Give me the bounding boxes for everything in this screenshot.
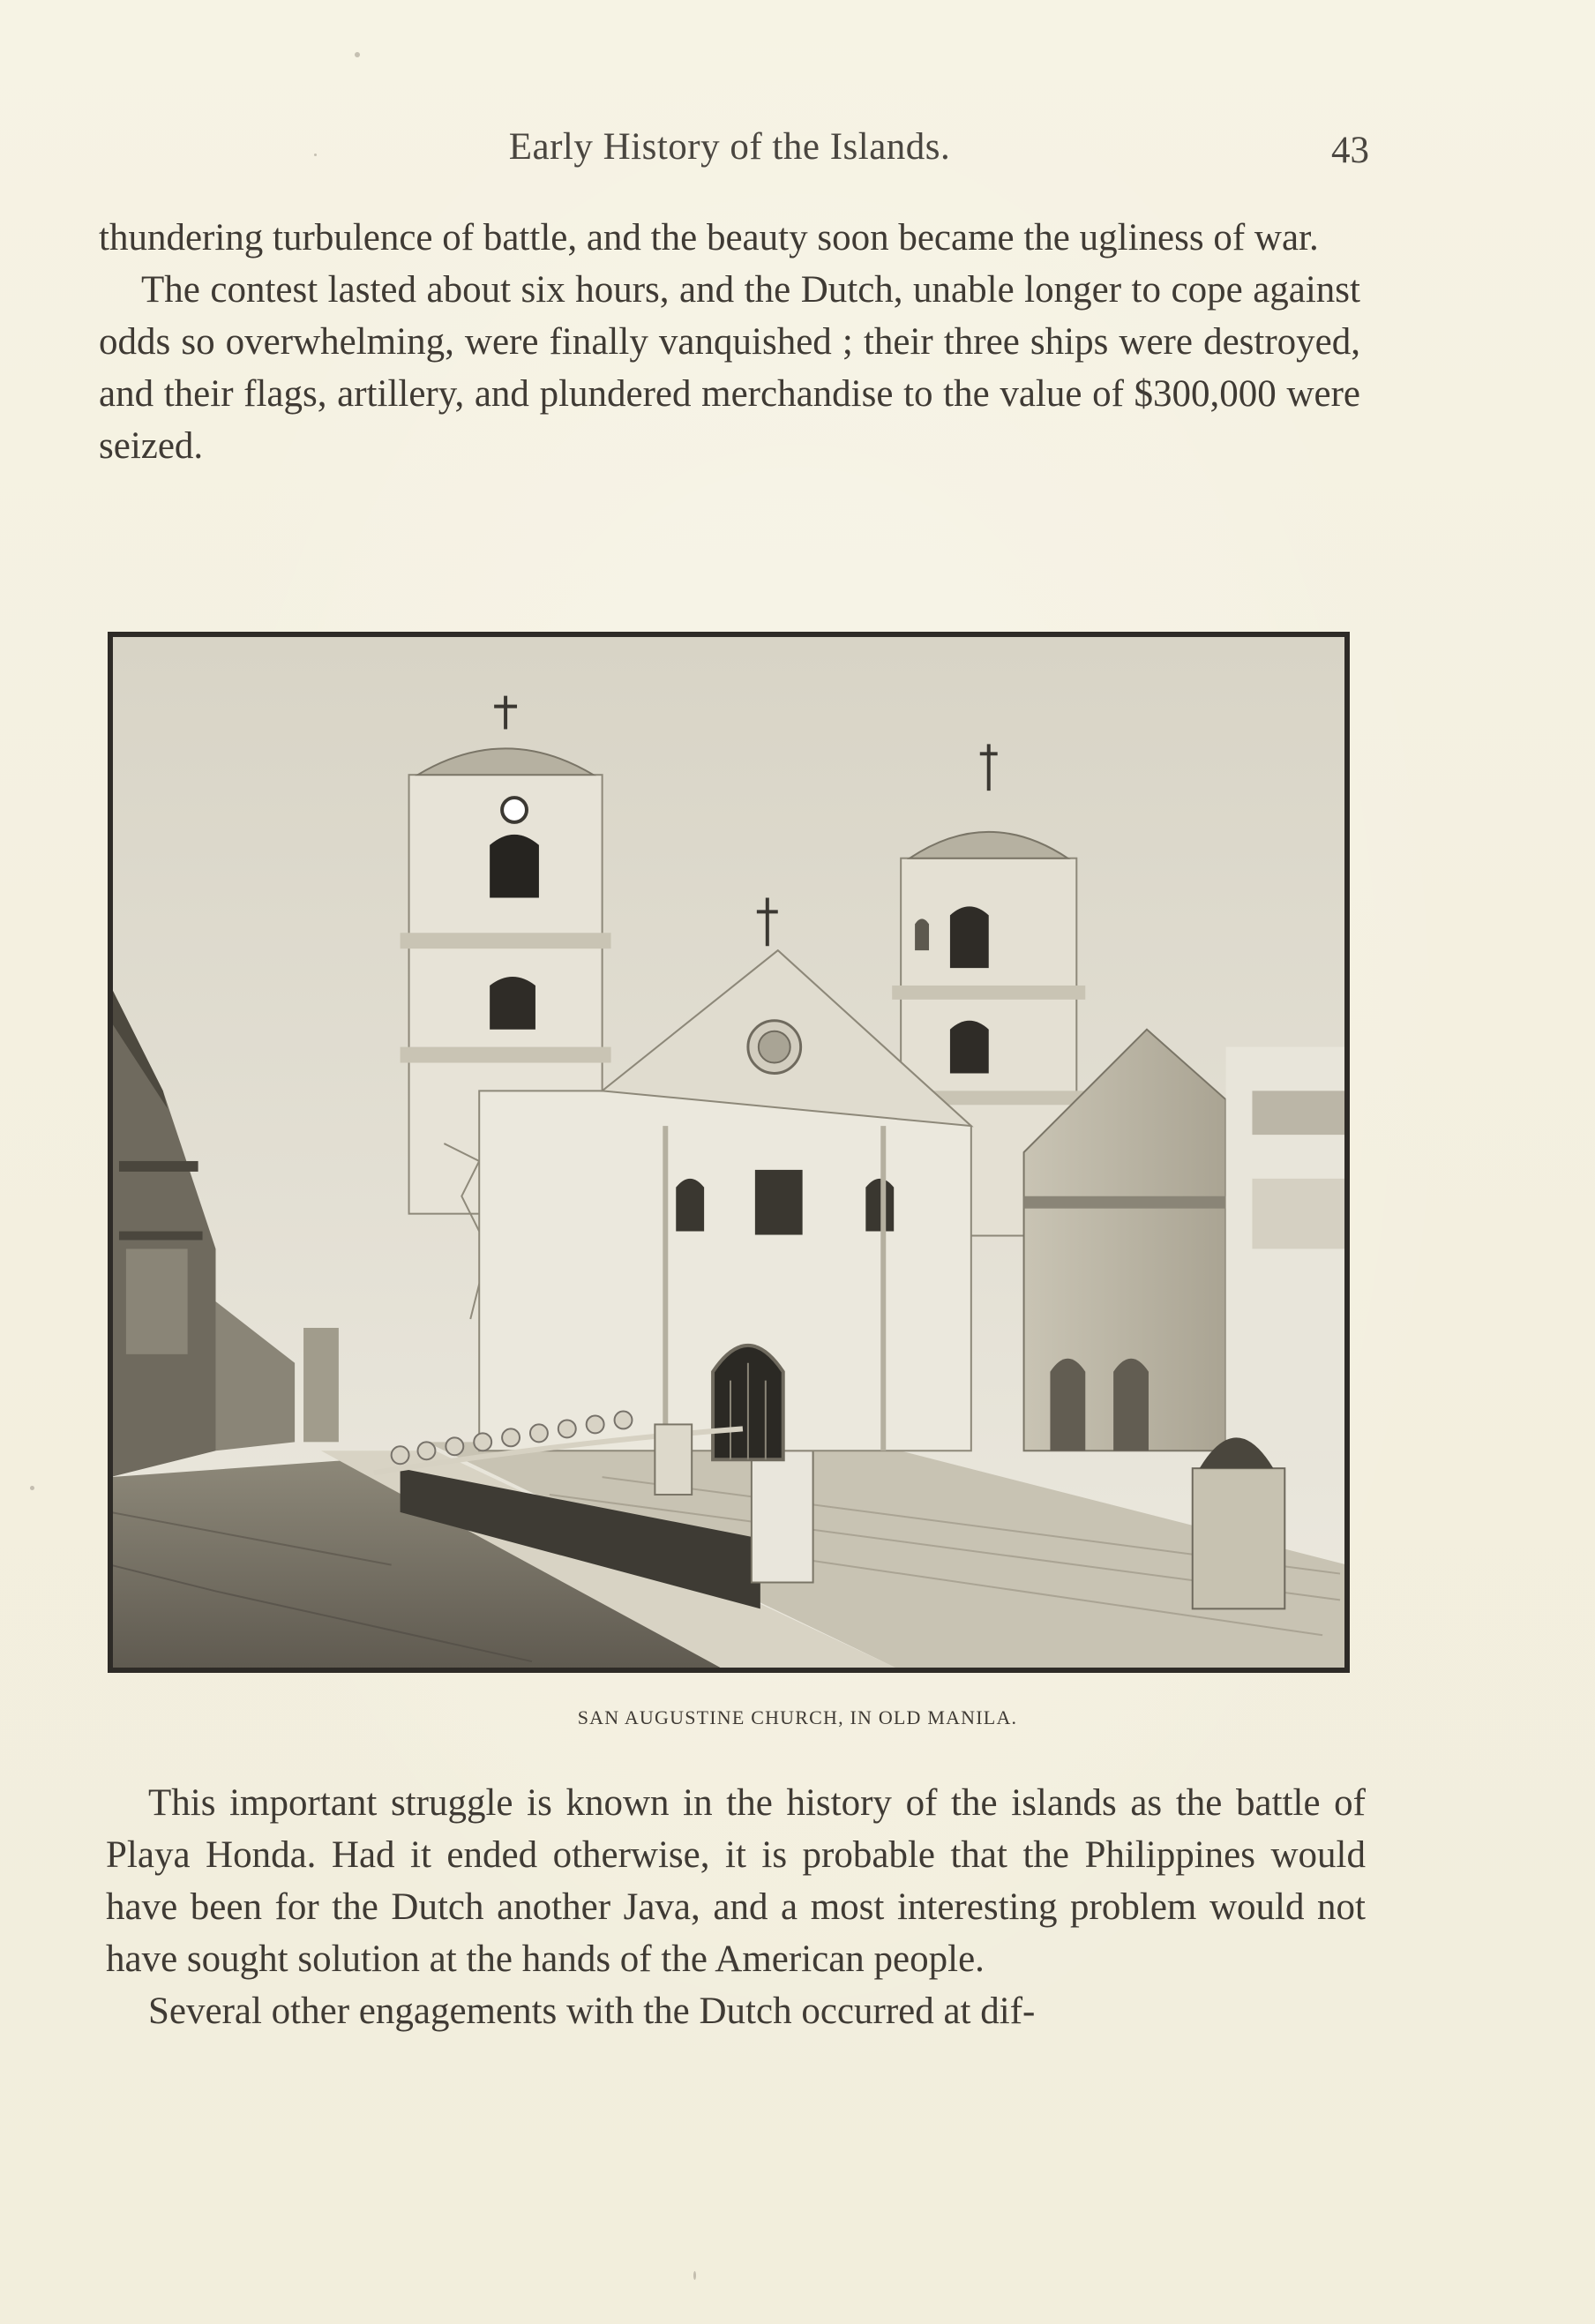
paragraph: Several other engagements with the Dutch occurred at dif- <box>148 1990 1036 2032</box>
paper-speck <box>693 2271 696 2280</box>
running-title: Early History of the Islands. <box>508 126 951 168</box>
bottom-text-block <box>106 1777 1366 2037</box>
church-illustration <box>110 634 1347 1670</box>
figure-caption: SAN AUGUSTINE CHURCH, IN OLD MANILA. <box>577 1706 1018 1728</box>
paper-speck <box>30 1486 34 1490</box>
paragraph: thundering turbulence of battle, and the beauty soon became the ugliness of war. <box>99 217 1319 259</box>
page-number: 43 <box>1331 130 1369 171</box>
top-text-block <box>99 212 1360 472</box>
church-photograph <box>108 632 1350 1673</box>
paragraph: The contest lasted about six hours, and the Dutch, unable longer to cope against odds so overwhelming, were finally vanquished ; their three ships were destroyed, and their flags, artillery, and plundered merchandise to the value of $300,000 were seized. <box>99 269 1360 467</box>
paper-speck <box>355 52 360 57</box>
page-header <box>99 125 1369 178</box>
paragraph: This important struggle is known in the history of the islands as the battle of Playa Honda. Had it ended otherwise, it is probable that the Philippines would have been for the Dutch another Java, and a most interesting problem would not have sought solution at the hands of the American people. <box>106 1782 1366 1980</box>
